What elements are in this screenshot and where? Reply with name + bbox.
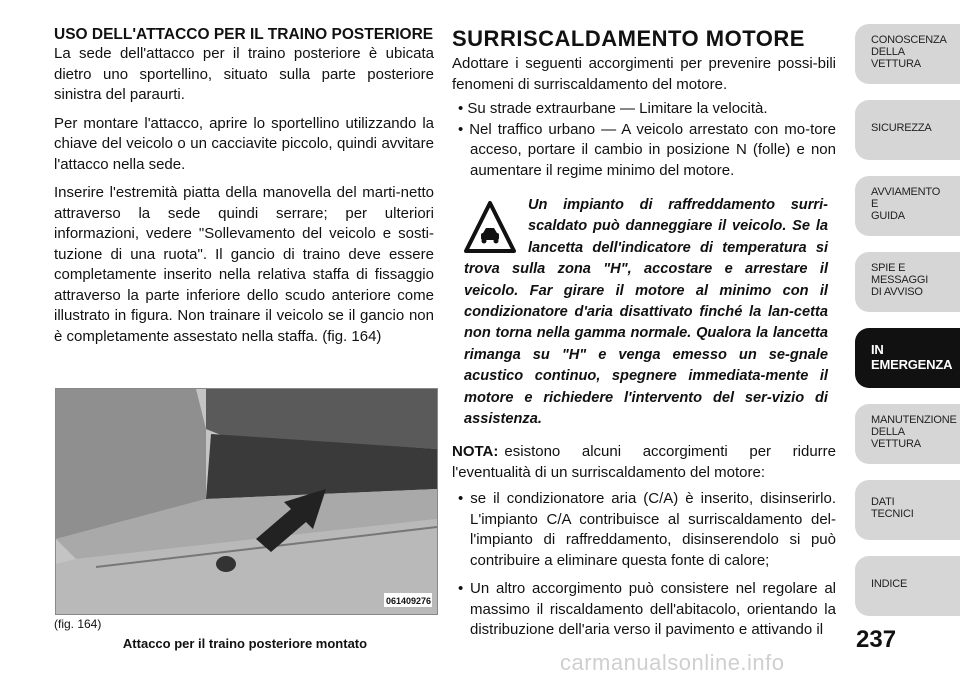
note-text: esistono alcuni accorgimenti per ridurre l'eventualità di un surriscaldamento del motore: [452,443,836,481]
tab-dati-tecnici[interactable] [855,480,960,540]
section-heading-surriscaldamento: SURRISCALDAMENTO MOTORE [452,26,805,51]
tab-label: MANUTENZIONE DELLA VETTURA [871,414,957,450]
list-item: • se il condizionatore aria (C/A) è inserito, disinserirlo. L'impianto C/A contribuisce al surriscaldamento del-l'impianto di raffreddamento, disinserendolo si può contribuire a eliminare questa fonte di calore; [458,490,836,569]
watermark: carmanualsonline.info [560,650,785,675]
warning-triangle-icon [464,199,516,255]
figure-caption: (fig. 164) [54,617,102,631]
warning-text: Un impianto di raffreddamento surri-scaldato può danneggiare il veicolo. Se la lancetta dell'indicatore di temperatura si trova sulla zona "H", accostare e arrestare il veicolo. Far girare il motore al minimo con il condizionatore d'aria disattivato finché la lan-cetta non torna nella gamma normale. Qualora la lancetta rimanga su "H" e venga emesso un se-gnale acustico continuo, spegnere immediata-mente il motore e richiedere l'intervento del ser-vizio di assistenza. [464,197,828,428]
tab-label: IN EMERGENZA [871,342,953,372]
tab-sicurezza[interactable] [855,100,960,160]
paragraph: Inserire l'estremità piatta della manovella del marti-netto attraverso la sede quindi serrare; per ulteriori informazioni, vedere "Sollevamento del veicolo e sosti-tuzione di una ruota". Il gancio di traino deve essere completamente inserito nella relativa staffa di fissaggio attraverso la parte inferiore dello scudo anteriore come illustrato in figura. Non trainare il veicolo se il gancio non è completamente assestato nella staffa. (fig. 164) [54,184,434,345]
tab-label: DATI TECNICI [871,496,914,520]
left-column [54,26,434,355]
right-column [452,26,836,651]
list-item: • Un altro accorgimento può consistere nel regolare al massimo il riscaldamento dell'abitacolo, orientando la distribuzione dell'aria verso il pavimento e attivando il [458,580,836,639]
tab-label: SICUREZZA [871,122,932,134]
tow-hook-illustration [56,389,437,614]
note-label: NOTA: [452,443,499,461]
figure-tow-hook [55,388,438,615]
paragraph: Adottare i seguenti accorgimenti per prevenire possi-bili fenomeni di surriscaldamento del motore. [452,55,836,93]
paragraph: Per montare l'attacco, aprire lo sportellino utilizzando la chiave del veicolo o un cacciavite piccolo, quindi avvitare l'attacco nella sede. [54,114,434,173]
page-number: 237 [856,626,897,653]
figure-title: Attacco per il traino posteriore montato [122,636,368,651]
tab-in-emergenza[interactable] [855,328,960,388]
tab-avviamento-e-guida[interactable] [855,176,960,236]
tab-label: SPIE E MESSAGGI DI AVVISO [871,262,929,298]
section-heading-traino: USO DELL'ATTACCO PER IL TRAINO POSTERIORE [54,26,434,43]
tab-label: AVVIAMENTO E GUIDA [871,186,941,222]
tab-manutenzione-della-vettura[interactable] [855,404,960,464]
tab-label: INDICE [871,578,908,590]
tab-indice[interactable] [855,556,960,616]
list-item: • Su strade extraurbane — Limitare la velocità. [458,100,768,117]
bullet-list [452,489,836,641]
chapter-tabs [855,24,960,634]
tab-conoscenza-della-vettura[interactable] [855,24,960,84]
tab-spie-e-messaggi[interactable] [855,252,960,312]
warning-box [464,195,828,430]
paragraph: La sede dell'attacco per il traino posteriore è ubicata dietro uno sportellino, situato sulla parte posteriore sinistra del paraurti. [54,45,434,103]
list-item: • Nel traffico urbano — A veicolo arrestato con mo-tore acceso, portare il cambio in posizione N (folle) e non aumentare il regime minimo del motore. [458,120,836,179]
tab-label: CONOSCENZA DELLA VETTURA [871,34,947,70]
figure-code: 0614092​76 [385,596,431,606]
note [452,442,836,483]
bullet-list [452,99,836,181]
